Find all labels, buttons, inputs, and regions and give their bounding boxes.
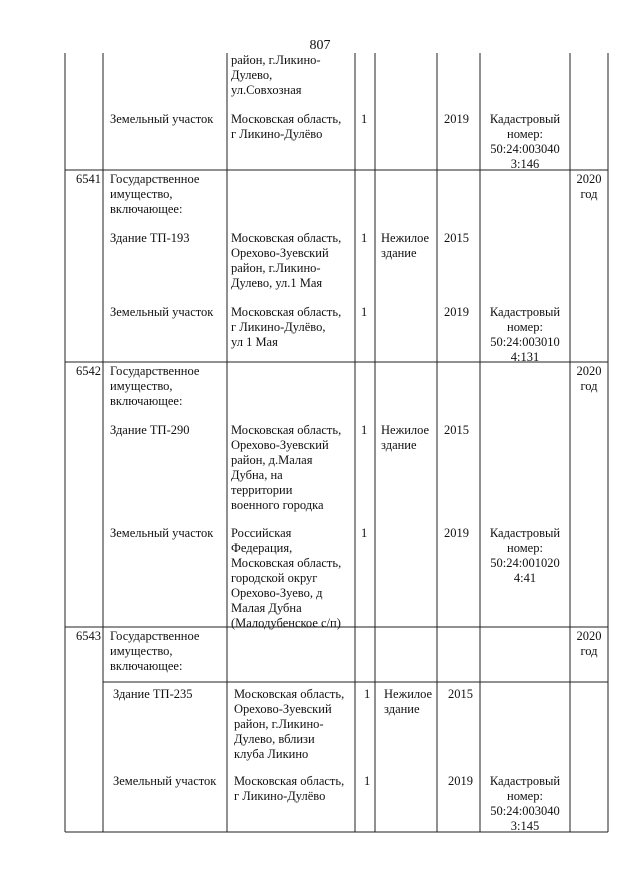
building-qty: 1: [361, 231, 368, 245]
building-address: Московская область, Орехово-Зуевский район, д.Малая Дубна, на территории военного городка: [231, 423, 342, 512]
land-cadastral-note: Кадастровый номер: 50:24:003010 4:131: [489, 305, 561, 364]
land-qty: 1: [361, 305, 368, 319]
year-mark: 2020 год: [576, 172, 602, 201]
building-type: Нежилое здание: [384, 687, 433, 716]
land-cadastral-note: Кадастровый номер: 50:24:001020 4:41: [489, 526, 561, 585]
address-continuation: район, г.Ликино- Дулево, ул.Совхозная: [231, 53, 321, 97]
land-cadastral-note: Кадастровый номер: 50:24:003040 3:146: [489, 112, 561, 171]
building-qty: 1: [361, 423, 368, 437]
building-address: Московская область, Орехово-Зуевский район, г.Ликино- Дулево, вблизи клуба Ликино: [234, 687, 345, 761]
building-year: 2015: [444, 423, 469, 437]
building-year: 2015: [448, 687, 473, 701]
page-number: 807: [309, 38, 331, 53]
group-title: Государственное имущество, включающее:: [110, 629, 200, 673]
land-year: 2019: [444, 526, 469, 540]
group-title: Государственное имущество, включающее:: [110, 172, 200, 216]
land-qty: 1: [361, 526, 368, 540]
land-year: 2019: [444, 112, 469, 126]
land-qty: 1: [361, 112, 368, 126]
building-name: Здание ТП-235: [113, 687, 193, 701]
building-qty: 1: [364, 687, 371, 701]
year-mark: 2020 год: [576, 629, 602, 658]
building-type: Нежилое здание: [381, 231, 430, 260]
record-id: 6542: [76, 364, 101, 378]
building-year: 2015: [444, 231, 469, 245]
year-mark: 2020 год: [576, 364, 602, 393]
building-name: Здание ТП-290: [110, 423, 190, 437]
land-name: Земельный участок: [110, 526, 214, 540]
land-qty: 1: [364, 774, 371, 788]
group-title: Государственное имущество, включающее:: [110, 364, 200, 408]
record-id: 6543: [76, 629, 101, 643]
land-name: Земельный участок: [110, 305, 214, 319]
record-id: 6541: [76, 172, 101, 186]
building-name: Здание ТП-193: [110, 231, 190, 245]
land-year: 2019: [444, 305, 469, 319]
land-address: Московская область, г Ликино-Дулёво: [231, 112, 342, 141]
land-name: Земельный участок: [113, 774, 217, 788]
building-address: Московская область, Орехово-Зуевский район, г.Ликино- Дулево, ул.1 Мая: [231, 231, 342, 290]
building-type: Нежилое здание: [381, 423, 430, 452]
land-year: 2019: [448, 774, 473, 788]
land-cadastral-note: Кадастровый номер: 50:24:003040 3:145: [489, 774, 561, 833]
land-name: Земельный участок: [110, 112, 214, 126]
land-address: Российская Федерация, Московская область, городской округ Орехово-Зуево, д Малая Дубна (Малодубенское с/п): [231, 526, 342, 630]
land-address: Московская область, г Ликино-Дулёво: [234, 774, 345, 803]
land-address: Московская область, г Ликино-Дулёво, ул 1 Мая: [231, 305, 342, 349]
